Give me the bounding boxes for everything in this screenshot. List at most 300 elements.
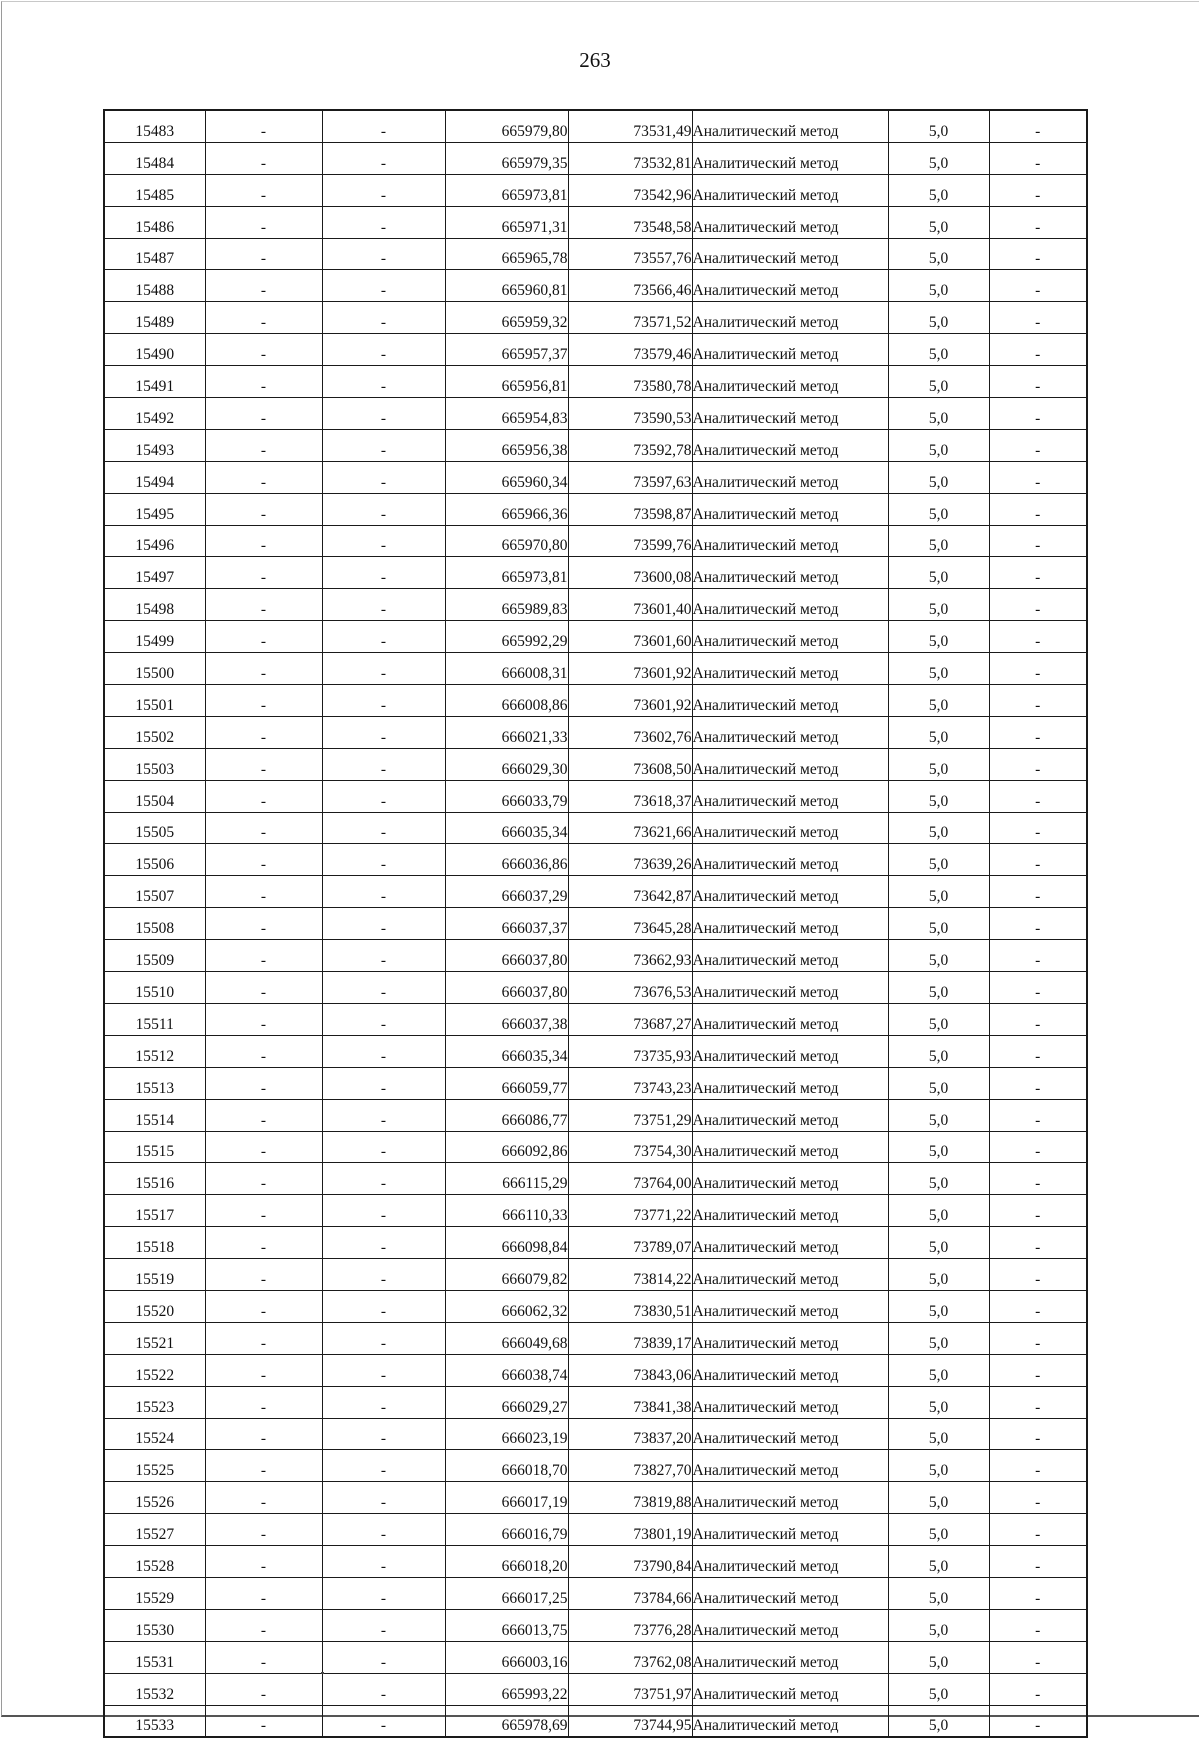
empty-value-cell: -	[989, 270, 1087, 302]
accuracy-cell: 5,0	[888, 940, 989, 972]
empty-value-cell: -	[989, 461, 1087, 493]
accuracy-cell: 5,0	[888, 1259, 989, 1291]
x-coordinate-cell: 666021,33	[445, 716, 568, 748]
y-coordinate-cell: 73639,26	[568, 844, 692, 876]
empty-value-cell: -	[322, 238, 445, 270]
empty-value-cell: -	[205, 1641, 322, 1673]
empty-value-cell: -	[322, 1577, 445, 1609]
method-cell: Аналитический метод	[692, 1003, 888, 1035]
point-number-cell: 15509	[104, 940, 205, 972]
coordinates-table-body	[104, 110, 1087, 1737]
method-cell: Аналитический метод	[692, 844, 888, 876]
point-number-cell: 15510	[104, 972, 205, 1004]
y-coordinate-cell: 73571,52	[568, 302, 692, 334]
accuracy-cell: 5,0	[888, 1482, 989, 1514]
method-cell: Аналитический метод	[692, 1131, 888, 1163]
accuracy-cell: 5,0	[888, 1641, 989, 1673]
table-row	[104, 812, 1087, 844]
table-row	[104, 1099, 1087, 1131]
empty-value-cell: -	[989, 206, 1087, 238]
x-coordinate-cell: 665960,34	[445, 461, 568, 493]
accuracy-cell: 5,0	[888, 748, 989, 780]
y-coordinate-cell: 73531,49	[568, 110, 692, 142]
y-coordinate-cell: 73592,78	[568, 429, 692, 461]
empty-value-cell: -	[322, 1673, 445, 1705]
x-coordinate-cell: 666018,70	[445, 1450, 568, 1482]
empty-value-cell: -	[322, 1003, 445, 1035]
empty-value-cell: -	[322, 1482, 445, 1514]
x-coordinate-cell: 665954,83	[445, 398, 568, 430]
empty-value-cell: -	[205, 334, 322, 366]
accuracy-cell: 5,0	[888, 1609, 989, 1641]
page-number: 263	[579, 48, 611, 72]
table-row	[104, 748, 1087, 780]
y-coordinate-cell: 73843,06	[568, 1354, 692, 1386]
point-number-cell: 15511	[104, 1003, 205, 1035]
empty-value-cell: -	[322, 1131, 445, 1163]
point-number-cell: 15525	[104, 1450, 205, 1482]
method-cell: Аналитический метод	[692, 1035, 888, 1067]
empty-value-cell: -	[322, 206, 445, 238]
y-coordinate-cell: 73762,08	[568, 1641, 692, 1673]
empty-value-cell: -	[989, 716, 1087, 748]
empty-value-cell: -	[322, 1099, 445, 1131]
method-cell: Аналитический метод	[692, 557, 888, 589]
method-cell: Аналитический метод	[692, 748, 888, 780]
table-row	[104, 206, 1087, 238]
table-row	[104, 1705, 1087, 1737]
table-row	[104, 1482, 1087, 1514]
accuracy-cell: 5,0	[888, 429, 989, 461]
empty-value-cell: -	[205, 1577, 322, 1609]
empty-value-cell: -	[205, 398, 322, 430]
x-coordinate-cell: 666037,80	[445, 940, 568, 972]
empty-value-cell: -	[205, 1546, 322, 1578]
x-coordinate-cell: 666035,34	[445, 1035, 568, 1067]
table-row	[104, 429, 1087, 461]
empty-value-cell: -	[322, 589, 445, 621]
empty-value-cell: -	[989, 780, 1087, 812]
method-cell: Аналитический метод	[692, 525, 888, 557]
accuracy-cell: 5,0	[888, 653, 989, 685]
empty-value-cell: -	[205, 110, 322, 142]
method-cell: Аналитический метод	[692, 1673, 888, 1705]
x-coordinate-cell: 665965,78	[445, 238, 568, 270]
point-number-cell: 15489	[104, 302, 205, 334]
table-row	[104, 940, 1087, 972]
x-coordinate-cell: 666037,37	[445, 908, 568, 940]
point-number-cell: 15524	[104, 1418, 205, 1450]
y-coordinate-cell: 73662,93	[568, 940, 692, 972]
point-number-cell: 15515	[104, 1131, 205, 1163]
empty-value-cell: -	[205, 748, 322, 780]
y-coordinate-cell: 73827,70	[568, 1450, 692, 1482]
method-cell: Аналитический метод	[692, 1482, 888, 1514]
accuracy-cell: 5,0	[888, 1546, 989, 1578]
y-coordinate-cell: 73601,92	[568, 685, 692, 717]
y-coordinate-cell: 73790,84	[568, 1546, 692, 1578]
y-coordinate-cell: 73580,78	[568, 366, 692, 398]
y-coordinate-cell: 73601,60	[568, 621, 692, 653]
empty-value-cell: -	[989, 1514, 1087, 1546]
table-row	[104, 716, 1087, 748]
table-row	[104, 972, 1087, 1004]
accuracy-cell: 5,0	[888, 398, 989, 430]
empty-value-cell: -	[205, 1322, 322, 1354]
x-coordinate-cell: 666017,25	[445, 1577, 568, 1609]
y-coordinate-cell: 73687,27	[568, 1003, 692, 1035]
empty-value-cell: -	[989, 1418, 1087, 1450]
empty-value-cell: -	[205, 525, 322, 557]
x-coordinate-cell: 665993,22	[445, 1673, 568, 1705]
empty-value-cell: -	[989, 1546, 1087, 1578]
y-coordinate-cell: 73764,00	[568, 1163, 692, 1195]
empty-value-cell: -	[205, 844, 322, 876]
point-number-cell: 15490	[104, 334, 205, 366]
point-number-cell: 15521	[104, 1322, 205, 1354]
empty-value-cell: -	[205, 1195, 322, 1227]
method-cell: Аналитический метод	[692, 908, 888, 940]
table-row	[104, 1514, 1087, 1546]
method-cell: Аналитический метод	[692, 398, 888, 430]
empty-value-cell: -	[205, 366, 322, 398]
accuracy-cell: 5,0	[888, 493, 989, 525]
empty-value-cell: -	[989, 1259, 1087, 1291]
table-row	[104, 1354, 1087, 1386]
empty-value-cell: -	[205, 1673, 322, 1705]
point-number-cell: 15523	[104, 1386, 205, 1418]
y-coordinate-cell: 73754,30	[568, 1131, 692, 1163]
x-coordinate-cell: 665960,81	[445, 270, 568, 302]
method-cell: Аналитический метод	[692, 302, 888, 334]
accuracy-cell: 5,0	[888, 1673, 989, 1705]
empty-value-cell: -	[322, 780, 445, 812]
x-coordinate-cell: 665956,81	[445, 366, 568, 398]
point-number-cell: 15497	[104, 557, 205, 589]
empty-value-cell: -	[205, 1035, 322, 1067]
empty-value-cell: -	[989, 1482, 1087, 1514]
method-cell: Аналитический метод	[692, 1641, 888, 1673]
table-row	[104, 398, 1087, 430]
empty-value-cell: -	[989, 685, 1087, 717]
table-row	[104, 1227, 1087, 1259]
point-number-cell: 15528	[104, 1546, 205, 1578]
table-row	[104, 1641, 1087, 1673]
empty-value-cell: -	[205, 1259, 322, 1291]
method-cell: Аналитический метод	[692, 1195, 888, 1227]
empty-value-cell: -	[322, 1035, 445, 1067]
y-coordinate-cell: 73837,20	[568, 1418, 692, 1450]
point-number-cell: 15498	[104, 589, 205, 621]
point-number-cell: 15530	[104, 1609, 205, 1641]
y-coordinate-cell: 73839,17	[568, 1322, 692, 1354]
empty-value-cell: -	[989, 812, 1087, 844]
y-coordinate-cell: 73566,46	[568, 270, 692, 302]
empty-value-cell: -	[989, 174, 1087, 206]
table-row	[104, 1673, 1087, 1705]
empty-value-cell: -	[322, 1163, 445, 1195]
method-cell: Аналитический метод	[692, 685, 888, 717]
y-coordinate-cell: 73819,88	[568, 1482, 692, 1514]
empty-value-cell: -	[205, 1609, 322, 1641]
empty-value-cell: -	[322, 1546, 445, 1578]
empty-value-cell: -	[322, 940, 445, 972]
y-coordinate-cell: 73676,53	[568, 972, 692, 1004]
accuracy-cell: 5,0	[888, 1067, 989, 1099]
point-number-cell: 15513	[104, 1067, 205, 1099]
empty-value-cell: -	[205, 1067, 322, 1099]
point-number-cell: 15507	[104, 876, 205, 908]
accuracy-cell: 5,0	[888, 1131, 989, 1163]
table-row	[104, 1131, 1087, 1163]
empty-value-cell: -	[205, 238, 322, 270]
table-row	[104, 493, 1087, 525]
table-row	[104, 844, 1087, 876]
empty-value-cell: -	[205, 302, 322, 334]
empty-value-cell: -	[989, 1673, 1087, 1705]
method-cell: Аналитический метод	[692, 876, 888, 908]
y-coordinate-cell: 73542,96	[568, 174, 692, 206]
method-cell: Аналитический метод	[692, 653, 888, 685]
method-cell: Аналитический метод	[692, 1227, 888, 1259]
empty-value-cell: -	[989, 334, 1087, 366]
table-row	[104, 238, 1087, 270]
empty-value-cell: -	[989, 110, 1087, 142]
table-row	[104, 334, 1087, 366]
empty-value-cell: -	[205, 174, 322, 206]
x-coordinate-cell: 665956,38	[445, 429, 568, 461]
empty-value-cell: -	[205, 206, 322, 238]
table-row	[104, 589, 1087, 621]
empty-value-cell: -	[989, 142, 1087, 174]
point-number-cell: 15488	[104, 270, 205, 302]
x-coordinate-cell: 666016,79	[445, 1514, 568, 1546]
empty-value-cell: -	[989, 1131, 1087, 1163]
y-coordinate-cell: 73602,76	[568, 716, 692, 748]
point-number-cell: 15520	[104, 1290, 205, 1322]
method-cell: Аналитический метод	[692, 429, 888, 461]
empty-value-cell: -	[205, 1418, 322, 1450]
point-number-cell: 15486	[104, 206, 205, 238]
point-number-cell: 15506	[104, 844, 205, 876]
empty-value-cell: -	[989, 621, 1087, 653]
point-number-cell: 15529	[104, 1577, 205, 1609]
empty-value-cell: -	[989, 1290, 1087, 1322]
table-row	[104, 621, 1087, 653]
method-cell: Аналитический метод	[692, 493, 888, 525]
empty-value-cell: -	[205, 461, 322, 493]
accuracy-cell: 5,0	[888, 780, 989, 812]
empty-value-cell: -	[205, 1290, 322, 1322]
table-row	[104, 302, 1087, 334]
accuracy-cell: 5,0	[888, 1514, 989, 1546]
x-coordinate-cell: 666038,74	[445, 1354, 568, 1386]
empty-value-cell: -	[322, 1067, 445, 1099]
empty-value-cell: -	[205, 685, 322, 717]
x-coordinate-cell: 666029,27	[445, 1386, 568, 1418]
empty-value-cell: -	[989, 1577, 1087, 1609]
y-coordinate-cell: 73771,22	[568, 1195, 692, 1227]
empty-value-cell: -	[322, 557, 445, 589]
empty-value-cell: -	[322, 493, 445, 525]
empty-value-cell: -	[205, 589, 322, 621]
x-coordinate-cell: 666035,34	[445, 812, 568, 844]
empty-value-cell: -	[205, 1003, 322, 1035]
accuracy-cell: 5,0	[888, 908, 989, 940]
empty-value-cell: -	[322, 812, 445, 844]
empty-value-cell: -	[322, 1322, 445, 1354]
point-number-cell: 15492	[104, 398, 205, 430]
empty-value-cell: -	[205, 812, 322, 844]
x-coordinate-cell: 665989,83	[445, 589, 568, 621]
table-row	[104, 1067, 1087, 1099]
y-coordinate-cell: 73751,97	[568, 1673, 692, 1705]
method-cell: Аналитический метод	[692, 1609, 888, 1641]
empty-value-cell: -	[205, 1450, 322, 1482]
method-cell: Аналитический метод	[692, 812, 888, 844]
empty-value-cell: -	[322, 1641, 445, 1673]
x-coordinate-cell: 666018,20	[445, 1546, 568, 1578]
empty-value-cell: -	[989, 1322, 1087, 1354]
empty-value-cell: -	[205, 653, 322, 685]
method-cell: Аналитический метод	[692, 1099, 888, 1131]
accuracy-cell: 5,0	[888, 238, 989, 270]
empty-value-cell: -	[205, 1514, 322, 1546]
method-cell: Аналитический метод	[692, 110, 888, 142]
x-coordinate-cell: 666086,77	[445, 1099, 568, 1131]
x-coordinate-cell: 666037,80	[445, 972, 568, 1004]
empty-value-cell: -	[989, 366, 1087, 398]
method-cell: Аналитический метод	[692, 270, 888, 302]
x-coordinate-cell: 666115,29	[445, 1163, 568, 1195]
y-coordinate-cell: 73601,92	[568, 653, 692, 685]
y-coordinate-cell: 73841,38	[568, 1386, 692, 1418]
empty-value-cell: -	[989, 238, 1087, 270]
table-row	[104, 1386, 1087, 1418]
method-cell: Аналитический метод	[692, 589, 888, 621]
method-cell: Аналитический метод	[692, 1577, 888, 1609]
y-coordinate-cell: 73618,37	[568, 780, 692, 812]
accuracy-cell: 5,0	[888, 1003, 989, 1035]
scan-speck	[321, 1672, 324, 1674]
y-coordinate-cell: 73548,58	[568, 206, 692, 238]
accuracy-cell: 5,0	[888, 1227, 989, 1259]
y-coordinate-cell: 73789,07	[568, 1227, 692, 1259]
x-coordinate-cell: 666003,16	[445, 1641, 568, 1673]
empty-value-cell: -	[989, 1354, 1087, 1386]
table-row	[104, 685, 1087, 717]
accuracy-cell: 5,0	[888, 812, 989, 844]
method-cell: Аналитический метод	[692, 1705, 888, 1737]
y-coordinate-cell: 73743,23	[568, 1067, 692, 1099]
point-number-cell: 15485	[104, 174, 205, 206]
accuracy-cell: 5,0	[888, 685, 989, 717]
empty-value-cell: -	[989, 1099, 1087, 1131]
point-number-cell: 15503	[104, 748, 205, 780]
empty-value-cell: -	[205, 621, 322, 653]
accuracy-cell: 5,0	[888, 1450, 989, 1482]
x-coordinate-cell: 665957,37	[445, 334, 568, 366]
table-row	[104, 1577, 1087, 1609]
table-row	[104, 876, 1087, 908]
method-cell: Аналитический метод	[692, 461, 888, 493]
method-cell: Аналитический метод	[692, 238, 888, 270]
empty-value-cell: -	[205, 1227, 322, 1259]
empty-value-cell: -	[989, 1609, 1087, 1641]
x-coordinate-cell: 666023,19	[445, 1418, 568, 1450]
y-coordinate-cell: 73608,50	[568, 748, 692, 780]
accuracy-cell: 5,0	[888, 174, 989, 206]
y-coordinate-cell: 73784,66	[568, 1577, 692, 1609]
accuracy-cell: 5,0	[888, 1099, 989, 1131]
x-coordinate-cell: 666079,82	[445, 1259, 568, 1291]
accuracy-cell: 5,0	[888, 1290, 989, 1322]
empty-value-cell: -	[205, 142, 322, 174]
table-row	[104, 1290, 1087, 1322]
empty-value-cell: -	[989, 525, 1087, 557]
empty-value-cell: -	[322, 142, 445, 174]
table-row	[104, 1609, 1087, 1641]
x-coordinate-cell: 665979,35	[445, 142, 568, 174]
empty-value-cell: -	[322, 908, 445, 940]
table-row	[104, 366, 1087, 398]
method-cell: Аналитический метод	[692, 1450, 888, 1482]
empty-value-cell: -	[205, 1354, 322, 1386]
y-coordinate-cell: 73801,19	[568, 1514, 692, 1546]
y-coordinate-cell: 73599,76	[568, 525, 692, 557]
accuracy-cell: 5,0	[888, 589, 989, 621]
x-coordinate-cell: 665992,29	[445, 621, 568, 653]
accuracy-cell: 5,0	[888, 716, 989, 748]
accuracy-cell: 5,0	[888, 557, 989, 589]
table-row	[104, 1450, 1087, 1482]
accuracy-cell: 5,0	[888, 1354, 989, 1386]
empty-value-cell: -	[322, 621, 445, 653]
x-coordinate-cell: 666008,31	[445, 653, 568, 685]
empty-value-cell: -	[205, 780, 322, 812]
point-number-cell: 15519	[104, 1259, 205, 1291]
empty-value-cell: -	[989, 1386, 1087, 1418]
empty-value-cell: -	[322, 844, 445, 876]
empty-value-cell: -	[989, 493, 1087, 525]
empty-value-cell: -	[322, 270, 445, 302]
empty-value-cell: -	[205, 1705, 322, 1737]
x-coordinate-cell: 666037,38	[445, 1003, 568, 1035]
point-number-cell: 15496	[104, 525, 205, 557]
point-number-cell: 15514	[104, 1099, 205, 1131]
method-cell: Аналитический метод	[692, 972, 888, 1004]
y-coordinate-cell: 73532,81	[568, 142, 692, 174]
point-number-cell: 15504	[104, 780, 205, 812]
accuracy-cell: 5,0	[888, 142, 989, 174]
method-cell: Аналитический метод	[692, 1259, 888, 1291]
empty-value-cell: -	[989, 589, 1087, 621]
method-cell: Аналитический метод	[692, 1163, 888, 1195]
table-row	[104, 110, 1087, 142]
empty-value-cell: -	[205, 1131, 322, 1163]
x-coordinate-cell: 666017,19	[445, 1482, 568, 1514]
x-coordinate-cell: 666008,86	[445, 685, 568, 717]
accuracy-cell: 5,0	[888, 1386, 989, 1418]
empty-value-cell: -	[322, 1418, 445, 1450]
empty-value-cell: -	[205, 557, 322, 589]
empty-value-cell: -	[205, 1482, 322, 1514]
accuracy-cell: 5,0	[888, 334, 989, 366]
x-coordinate-cell: 666013,75	[445, 1609, 568, 1641]
point-number-cell: 15484	[104, 142, 205, 174]
table-row	[104, 1003, 1087, 1035]
coordinates-table	[103, 109, 1088, 1738]
